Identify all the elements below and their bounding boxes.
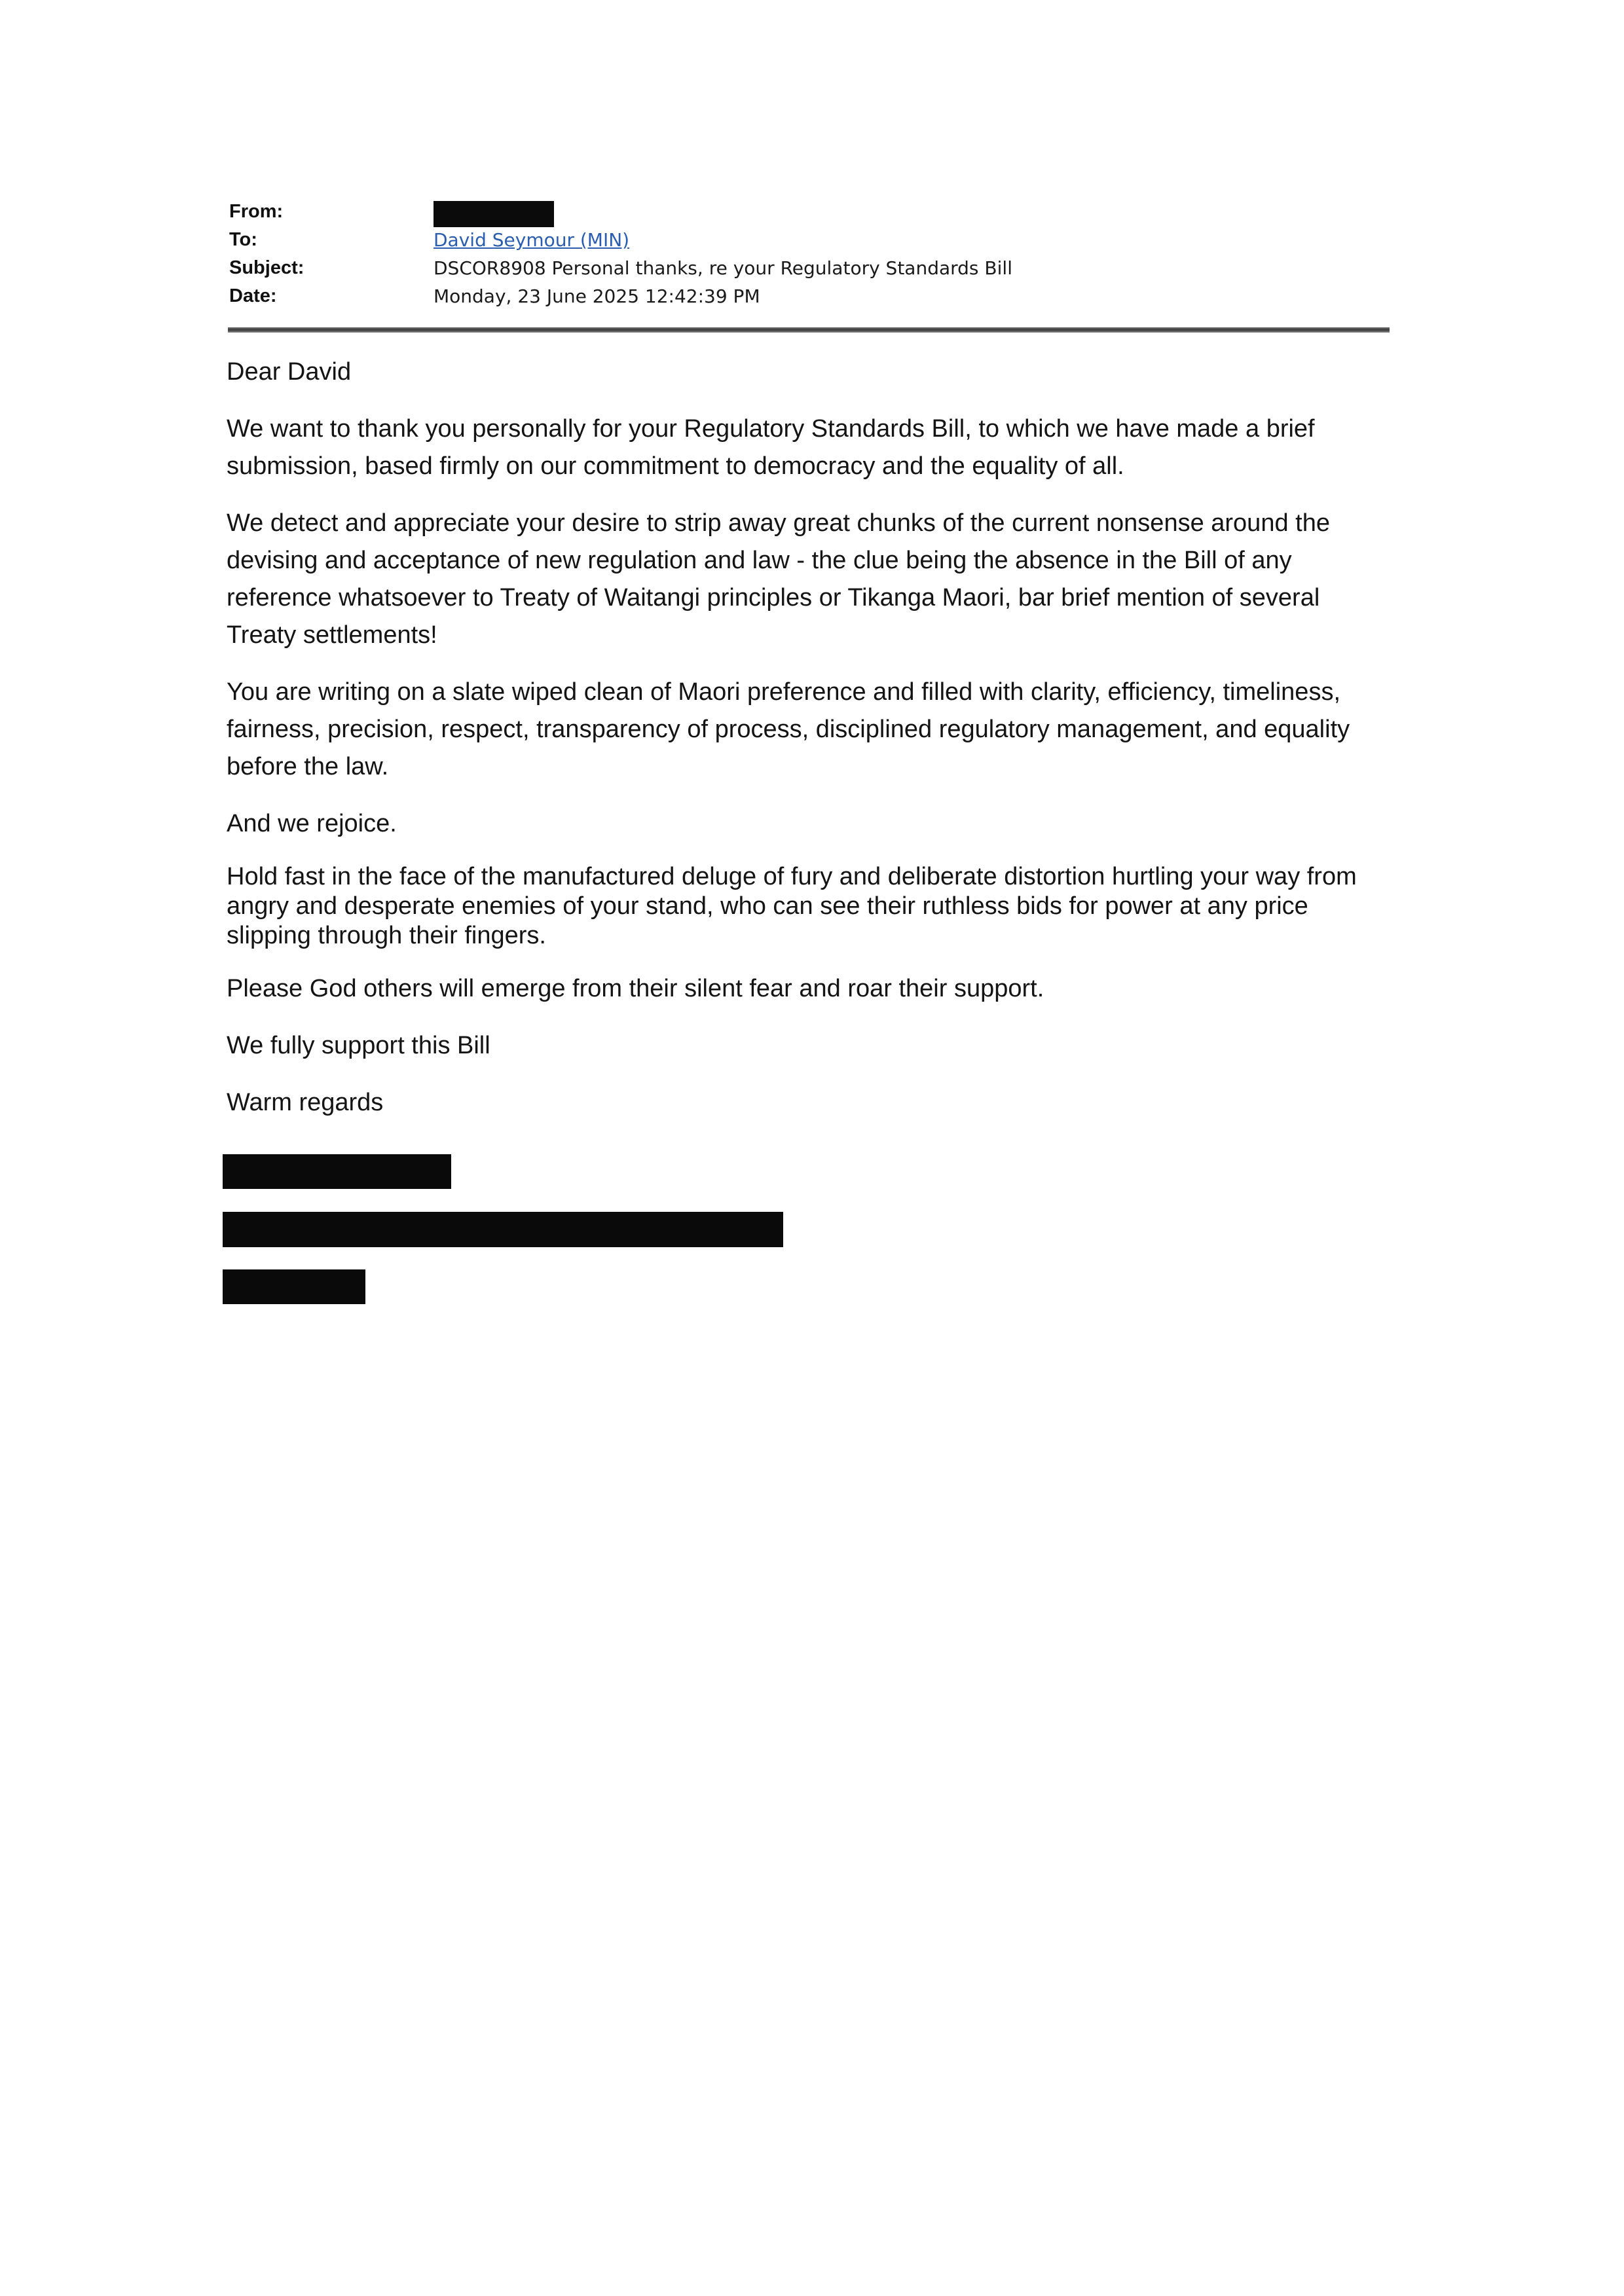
from-row — [229, 198, 1388, 226]
subject-value: DSCOR8908 Personal thanks, re your Regulatory Standards Bill — [434, 257, 1012, 279]
body-paragraph-5: Hold fast in the face of the manufactured deluge of fury and deliberate distortion hurtling your way from angry and desperate enemies of your stand, who can see their ruthless bids for power at any price slipping through their fingers. — [227, 863, 1357, 949]
date-label: Date: — [229, 285, 277, 306]
redacted-sender — [434, 201, 554, 227]
body-paragraph-1: We want to thank you personally for your Regulatory Standards Bill, to which we have made a brief submission, based firmly on our commitment to democracy and the equality of all. — [227, 415, 1315, 480]
header-divider — [228, 327, 1390, 333]
subject-row — [229, 254, 1388, 282]
redacted-signature-line — [223, 1212, 783, 1247]
redacted-signature-name — [223, 1154, 451, 1189]
body-paragraph-3: You are writing on a slate wiped clean of Maori preference and filled with clarity, efficiency, timeliness, fairness, precision, respect, transparency of process, disciplined regulatory management, and equality before the law. — [227, 678, 1350, 780]
closing: Warm regards — [227, 1089, 384, 1116]
from-label: From: — [229, 201, 284, 222]
body-paragraph-4: And we rejoice. — [227, 810, 397, 837]
email-header — [229, 198, 1388, 310]
email-body — [227, 354, 1379, 1141]
salutation: Dear David — [227, 358, 352, 386]
date-row — [229, 282, 1388, 310]
body-paragraph-6: Please God others will emerge from their silent fear and roar their support. — [227, 975, 1044, 1002]
body-paragraph-7: We fully support this Bill — [227, 1032, 490, 1059]
redacted-signature-extra — [223, 1269, 365, 1304]
recipient-link[interactable]: David Seymour (MIN) — [434, 229, 630, 251]
body-paragraph-2: We detect and appreciate your desire to strip away great chunks of the current nonsense around the devising and acceptance of new regulation and law - the clue being the absence in the Bill of any reference whatsoever to Treaty of Waitangi principles or Tikanga Maori, bar brief mention of several Treaty settlements! — [227, 509, 1330, 649]
subject-label: Subject: — [229, 257, 304, 278]
to-label: To: — [229, 229, 257, 250]
to-row — [229, 226, 1388, 254]
date-value: Monday, 23 June 2025 12:42:39 PM — [434, 285, 760, 307]
